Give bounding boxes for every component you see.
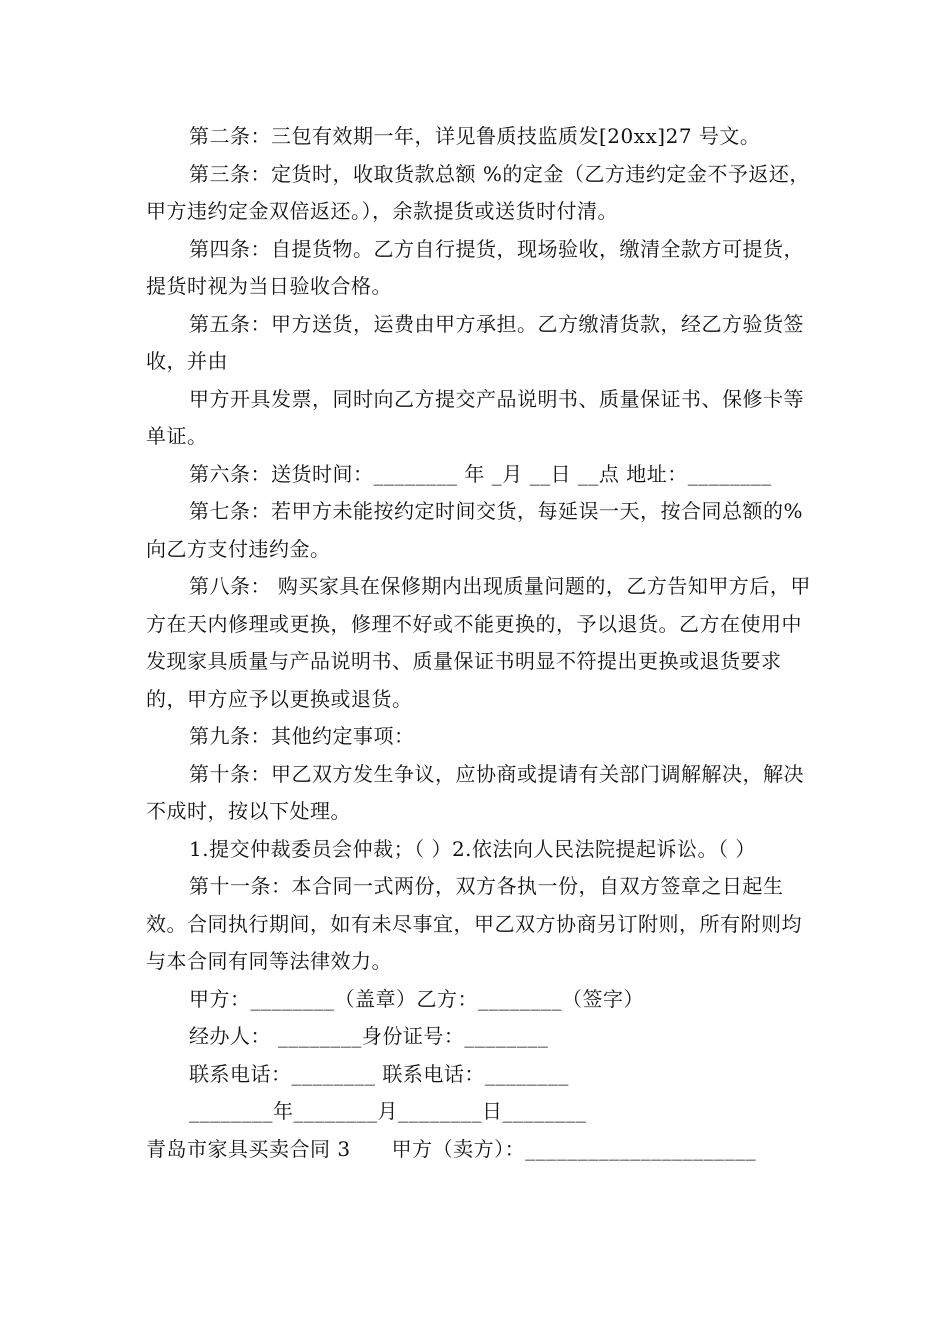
next-contract-heading: 青岛市家具买卖合同 3 甲方（卖方）：______________________ [146, 1136, 757, 1161]
clause-4: 第四条：自提货物。乙方自行提货，现场验收，缴清全款方可提货，提货时视为当日验收合格。 [146, 236, 804, 298]
clause-6: 第六条：送货时间：________ 年 _月 __日 __点 地址：________ [189, 461, 772, 486]
clause-11: 第十一条：本合同一式两份，双方各执一份，自双方签章之日起生效。合同执行期间，如有未尽事宜，甲乙双方协商另订附则，所有附则均与本合同有同等法律效力。 [146, 874, 802, 973]
signature-parties: 甲方：________（盖章）乙方：________（签字） [189, 986, 644, 1011]
clause-5: 第五条：甲方送货，运费由甲方承担。乙方缴清货款，经乙方验货签收，并由 [146, 311, 804, 373]
clause-10: 第十条：甲乙双方发生争议，应协商或提请有关部门调解解决，解决不成时，按以下处理。 [146, 761, 804, 823]
clause-2: 第二条：三包有效期一年，详见鲁质技监质发[20xx]27 号文。 [189, 124, 761, 148]
dispute-options: 1.提交仲裁委员会仲裁；（ ）2.依法向人民法院提起诉讼。（ ） [189, 836, 756, 861]
clause-5-continued: 甲方开具发票，同时向乙方提交产品说明书、质量保证书、保修卡等单证。 [146, 386, 804, 448]
agent-id-line: 经办人： ________身份证号：________ [189, 1024, 549, 1048]
clause-3: 第三条：定货时，收取货款总额 %的定金（乙方违约定金不予返还，甲方违约定金双倍返还。），余款提货或送货时付清。 [146, 161, 810, 223]
phone-line: 联系电话：________ 联系电话：________ [189, 1061, 569, 1086]
clause-7: 第七条：若甲方未能按约定时间交货，每延误一天，按合同总额的%向乙方支付违约金。 [146, 499, 804, 561]
clause-9: 第九条：其他约定事项： [189, 724, 415, 748]
clause-8: 第八条： 购买家具在保修期内出现质量问题的，乙方告知甲方后，甲方在天内修理或更换，修理不好或不能更换的，予以退货。乙方在使用中发现家具质量与产品说明书、质量保证书明显不符提出更换或退货要求的，甲方应予以更换或退货。 [146, 574, 811, 711]
date-line: ________年________月________日________ [189, 1099, 587, 1123]
contract-body [146, 118, 818, 1168]
